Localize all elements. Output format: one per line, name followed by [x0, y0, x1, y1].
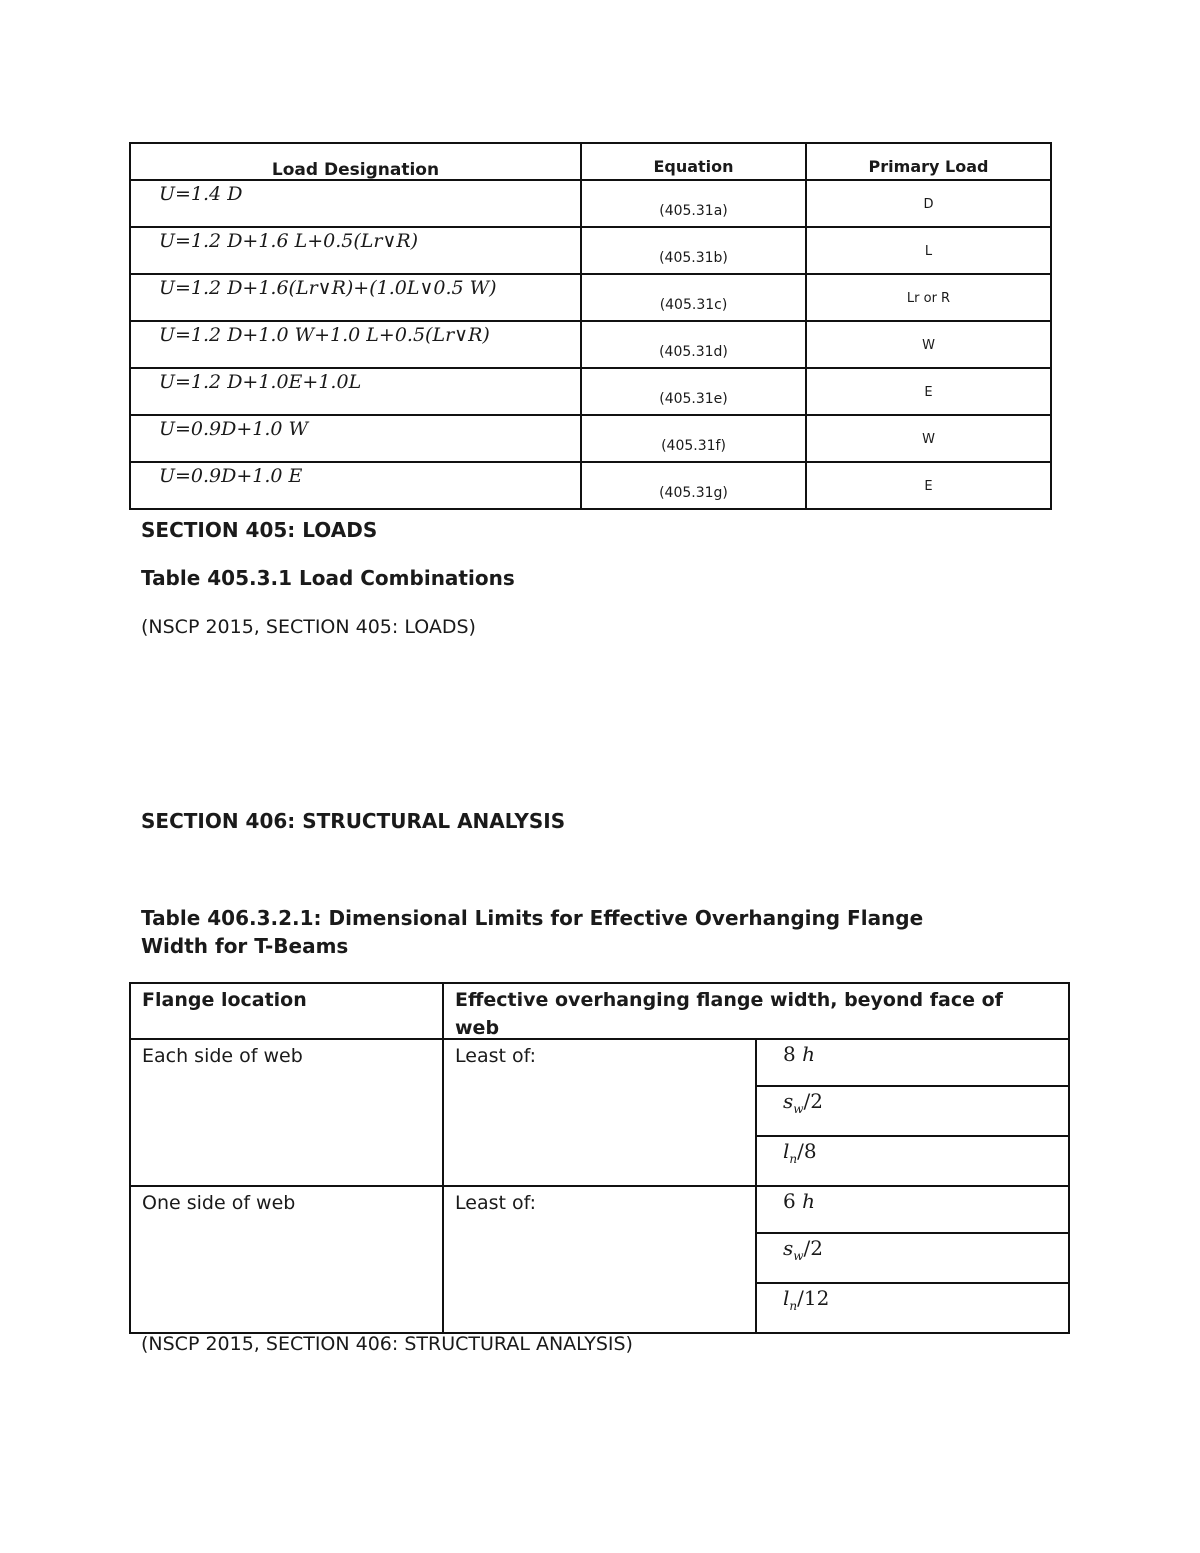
flange-rule: Least of: — [455, 1192, 537, 1214]
load-formula: U=0.9D+1.0 E — [159, 465, 303, 487]
load-combinations-table — [129, 142, 1052, 510]
table-row — [130, 180, 1051, 227]
primary-load: E — [924, 479, 933, 494]
table-header-row — [130, 143, 1051, 180]
table-405-title: Table 405.3.1 Load Combinations — [141, 566, 515, 590]
limit-expression: $l_n/12$ — [783, 1286, 830, 1313]
load-formula: U=1.2 D+1.6 L+0.5(Lr∨R) — [159, 230, 419, 252]
primary-load: Lr or R — [906, 291, 951, 306]
equation-number: (405.31b) — [659, 250, 728, 266]
table-406-title-line2: Width for T-Beams — [141, 934, 349, 958]
primary-load: W — [922, 338, 935, 353]
equation-number: (405.31g) — [659, 485, 728, 501]
equation-number: (405.31c) — [659, 297, 728, 313]
table-row — [130, 227, 1051, 274]
equation-number: (405.31f) — [661, 438, 726, 454]
flange-location: One side of web — [142, 1192, 296, 1214]
primary-load: L — [924, 244, 933, 259]
section-406-title: SECTION 406: STRUCTURAL ANALYSIS — [141, 809, 566, 833]
limit-expression: $s_w/2$ — [783, 1236, 824, 1263]
flange-width-table — [129, 982, 1070, 1334]
table-row — [130, 368, 1051, 415]
header-flange-location: Flange location — [142, 989, 307, 1011]
section-405-title: SECTION 405: LOADS — [141, 518, 378, 542]
table-row — [130, 1186, 1069, 1233]
load-formula: U=1.2 D+1.0 W+1.0 L+0.5(Lr∨R) — [159, 324, 490, 346]
limit-expression: 8 h — [783, 1042, 815, 1066]
equation-number: (405.31a) — [659, 203, 728, 219]
table-row — [130, 1039, 1069, 1086]
table-row — [130, 462, 1051, 509]
table-row — [130, 274, 1051, 321]
header-primary-load: Primary Load — [806, 143, 1051, 180]
header-load-designation: Load Designation — [130, 143, 581, 180]
primary-load: D — [923, 197, 934, 212]
load-formula: U=1.2 D+1.0E+1.0L — [159, 371, 362, 393]
table-405-source: (NSCP 2015, SECTION 405: LOADS) — [141, 616, 476, 638]
equation-number: (405.31d) — [659, 344, 728, 360]
table-row — [130, 415, 1051, 462]
table-406-source: (NSCP 2015, SECTION 406: STRUCTURAL ANALYSIS) — [141, 1333, 633, 1355]
limit-expression: $s_w/2$ — [783, 1089, 824, 1116]
table-406-title-line1: Table 406.3.2.1: Dimensional Limits for Effective Overhanging Flange — [141, 906, 924, 930]
load-formula: U=1.2 D+1.6(Lr∨R)+(1.0L∨0.5 W) — [159, 277, 497, 299]
equation-number: (405.31e) — [659, 391, 728, 407]
load-formula: U=1.4 D — [159, 183, 243, 205]
flange-location: Each side of web — [142, 1045, 303, 1067]
load-formula: U=0.9D+1.0 W — [159, 418, 309, 440]
primary-load: W — [922, 432, 935, 447]
header-effective-width: Effective overhanging flange width, beyond face of web — [455, 989, 1003, 1039]
header-equation: Equation — [581, 143, 806, 180]
table-row — [130, 321, 1051, 368]
flange-rule: Least of: — [455, 1045, 537, 1067]
limit-expression: $l_n/8$ — [783, 1139, 817, 1166]
table-header-row — [130, 983, 1069, 1039]
limit-expression: 6 h — [783, 1189, 815, 1213]
primary-load: E — [924, 385, 933, 400]
